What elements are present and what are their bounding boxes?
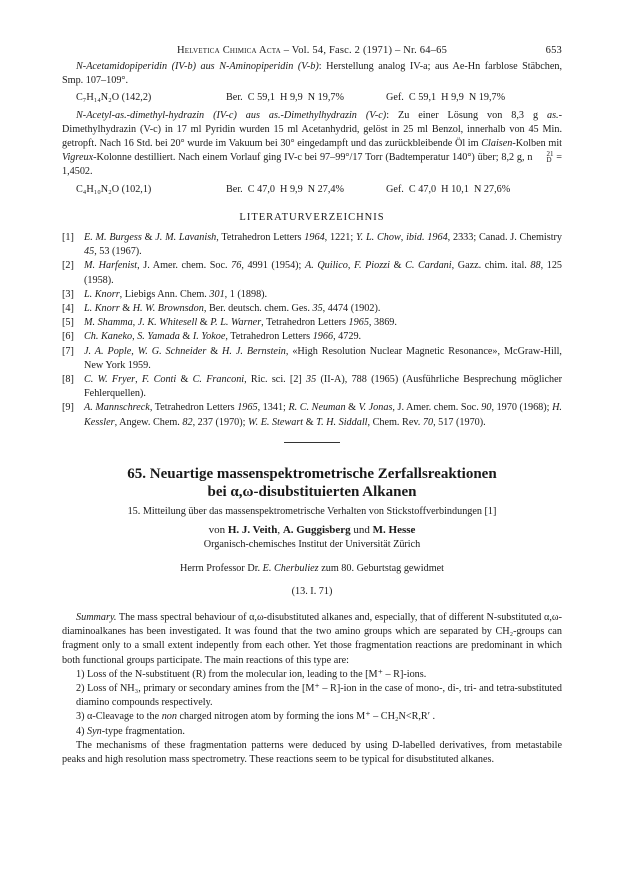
issue-info: – Vol. 54, Fasc. 2 (1971) – Nr. 64–65 [280, 45, 448, 56]
summary-item-2: 2) Loss of NH₃, primary or secondary amines from the [M⁺ – R]-ion in the case of mono-, di-, tri- and tetra-substituted diamino compounds respectively. [76, 682, 562, 709]
reference-number: [3] [62, 288, 74, 300]
emphasis: Syn [87, 725, 102, 737]
reference-text: M. Harfenist, J. Amer. chem. Soc. 76, 4991 (1954); A. Quilico, F. Piozzi & C. Cardani, Gazz. chim. ital. 88, 125 (1958). [84, 260, 563, 286]
reference-item [62, 302, 562, 316]
reference-item [62, 345, 562, 373]
reference-text: C. W. Fryer, F. Conti & C. Franconi, Ric. sci. [2] 35 (II-A), 788 (1965) (Ausführliche Besprechung möglicher Fehlerquellen). [84, 374, 563, 400]
reference-text: A. Mannschreck, Tetrahedron Letters 1965, 1341; R. C. Neuman & V. Jonas, J. Amer. chem. Soc. 90, 1970 (1968); H. Kessler, Angew. Chem. 82, 237 (1970); W. E. Stewart & T. H. Siddall, Chem. Rev. 70, 517 (1970). [84, 402, 562, 428]
experimental-section [62, 60, 562, 197]
reference-number: [1] [62, 232, 74, 244]
article-title-line-2: bei α,ω-disubstituierten Alkanen [207, 483, 417, 500]
reference-text: Ch. Kaneko, S. Yamada & I. Yokoe, Tetrahedron Letters 1966, 4729. [84, 331, 362, 343]
summary-intro [62, 611, 562, 668]
running-head-title [62, 44, 562, 58]
reference-item [62, 259, 562, 287]
author-name: H. J. Veith [227, 524, 278, 537]
connector-text: aus [195, 61, 220, 72]
experimental-paragraph-2 [62, 109, 562, 180]
received-date: (13. I. 71) [291, 585, 333, 597]
compound-name: N-Acetyl-as.-dimethyl-hydrazin (IV-c) [76, 109, 237, 121]
reference-item [62, 231, 562, 259]
journal-name: Helvetica Chimica Acta [176, 45, 281, 56]
summary-label: Summary. [76, 611, 117, 623]
reference-number: [2] [62, 260, 74, 272]
analysis-line-2 [76, 183, 562, 197]
running-head [62, 44, 562, 60]
compound-name: N-Acetamidopiperidin (IV-b) [76, 61, 196, 72]
analysis-line-1 [76, 91, 562, 105]
article-subtitle: 15. Mitteilung über das massenspektrometrische Verhalten von Stickstoffverbindungen [1] [127, 505, 497, 517]
person-name: Vigreux [62, 152, 94, 164]
person-name: Claisen [481, 138, 513, 150]
reference-text: E. M. Burgess & J. M. Lavanish, Tetrahedron Letters 1964, 1221; Y. L. Chow, ibid. 1964, 2333; Canad. J. Chemistry 45, 53 (1967). [84, 232, 563, 258]
reference-item [62, 288, 562, 302]
bibliography-heading: LITERATURVERZEICHNIS [239, 211, 385, 223]
reference-text: L. Knorr, Liebigs Ann. Chem. 301, 1 (1898). [84, 288, 268, 300]
author-line [62, 523, 562, 537]
summary-closing: The mechanisms of these fragmentation patterns were deduced by using D-labelled derivatives, from metastabile peaks and high resolution mass spectrometry. These reactions seem to be typical for disubstituted alkanes. [62, 739, 562, 765]
article-title-line-1: 65. Neuartige massenspektrometrische Zerfallsreaktionen [127, 465, 497, 482]
reference-item [62, 401, 562, 429]
summary-item-1: 1) Loss of the N-substituent (R) from the molecular ion, leading to the [M⁺ – R]-ions. [76, 668, 427, 680]
superscript: 21 [546, 150, 554, 159]
summary-text: 3) α-Cleavage to the [76, 711, 162, 723]
summary-item-3 [62, 710, 562, 724]
refractive-index-scripts [532, 151, 553, 163]
dedicatee-name: E. Cherbuliez [262, 563, 319, 575]
reference-list [62, 231, 562, 430]
reference-item [62, 316, 562, 330]
summary-item-4 [62, 725, 562, 739]
author-separator: und [350, 524, 373, 537]
author-prefix: von [208, 524, 228, 537]
author-separator: , [277, 524, 283, 537]
paragraph-text: -Kolonne destilliert. Nach einem Vorlauf ging IV-c bei 97–99°/17 Torr (Badtemperatur 140°) über; 8,2 g, n [93, 152, 533, 164]
experimental-paragraph-1 [62, 60, 562, 88]
reference-item [62, 373, 562, 401]
paragraph-text: : Herstellung analog IV-a; aus Ae-Hn farblose Stäbchen, Smp. 107–109°. [62, 61, 563, 87]
reference-number: [6] [62, 331, 74, 343]
reference-number: [5] [62, 317, 74, 329]
source-compound: N-Aminopiperidin (V-b) [219, 61, 319, 72]
summary-text: The mass spectral behaviour of α,ω-disubstituted alkanes and, especially, that of different N-substituted α,ω-diaminoalkanes has been investigated. It was found that the two amino groups which are separated by CH₂-groups can fragment only to a small extent indepently from each other. Yet those fragmentation reactions are predominant in which both functional groups participate. The main reactions of this type are: [62, 611, 562, 666]
dedication-text: zum 80. Geburtstag gewidmet [318, 563, 444, 575]
formula: C₄H₁₀N₂O (102,1) [76, 183, 152, 195]
calculated-values: Ber. C 47,0 H 9,9 N 27,4% [226, 183, 345, 195]
formula: C₇H₁₄N₂O (142,2) [76, 92, 152, 104]
article-header [62, 465, 562, 599]
reference-number: [9] [62, 402, 74, 414]
institution: Organisch-chemisches Institut der Universität Zürich [203, 539, 421, 551]
found-values: Gef. C 59,1 H 9,9 N 19,7% [386, 92, 506, 104]
reference-text: J. A. Pople, W. G. Schneider & H. J. Bernstein, «High Resolution Nuclear Magnetic Resonance», McGraw-Hill, New York 1959. [84, 345, 562, 371]
section-divider [284, 442, 340, 443]
paragraph-text: : Zu einer Lösung von 8,3 g [386, 109, 547, 121]
summary-text: charged nitrogen atom by forming the ions M⁺ – CH₂N<R,R′ . [176, 711, 436, 723]
paragraph-text: -Kolben mit [512, 138, 563, 150]
reference-number: [7] [62, 345, 74, 357]
author-name: A. Guggisberg [282, 524, 351, 537]
reference-number: [8] [62, 374, 74, 386]
paragraph-text: = 1,4502. [62, 152, 562, 178]
dedication [62, 562, 562, 576]
page-number: 653 [545, 45, 562, 56]
calculated-values: Ber. C 59,1 H 9,9 N 19,7% [226, 92, 345, 104]
reference-text: M. Shamma, J. K. Whitesell & P. L. Warner, Tetrahedron Letters 1965, 3869. [84, 317, 397, 329]
found-values: Gef. C 47,0 H 10,1 N 27,6% [386, 183, 511, 195]
source-compound: as.-Dimethylhydrazin (V-c) [268, 109, 387, 121]
emphasis: non [161, 711, 177, 723]
summary-section [62, 611, 562, 767]
summary-text: 4) [76, 725, 88, 737]
author-name: M. Hesse [372, 524, 416, 537]
reference-number: [4] [62, 303, 74, 315]
reference-item [62, 330, 562, 344]
connector-text: aus [236, 109, 269, 121]
dedication-text: Herrn Professor Dr. [180, 563, 263, 575]
reference-text: L. Knorr & H. W. Brownsdon, Ber. deutsch. chem. Ges. 35, 4474 (1902). [84, 303, 381, 315]
paragraph-text: -Dimethylhydrazin (V-c) in 17 ml Pyridin wurden 15 ml Acetanhydrid, gelöst in 25 ml Benzol, innerhalb von 45 Min. getropft. Nach 16 Std. bei 20° wurde im Vakuum bei 30° eingedampft und das zurückbleibende Öl im [62, 109, 563, 150]
subscript: D [546, 156, 552, 165]
summary-text: -type fragmentation. [101, 725, 185, 737]
paragraph-text: as. [547, 109, 559, 121]
